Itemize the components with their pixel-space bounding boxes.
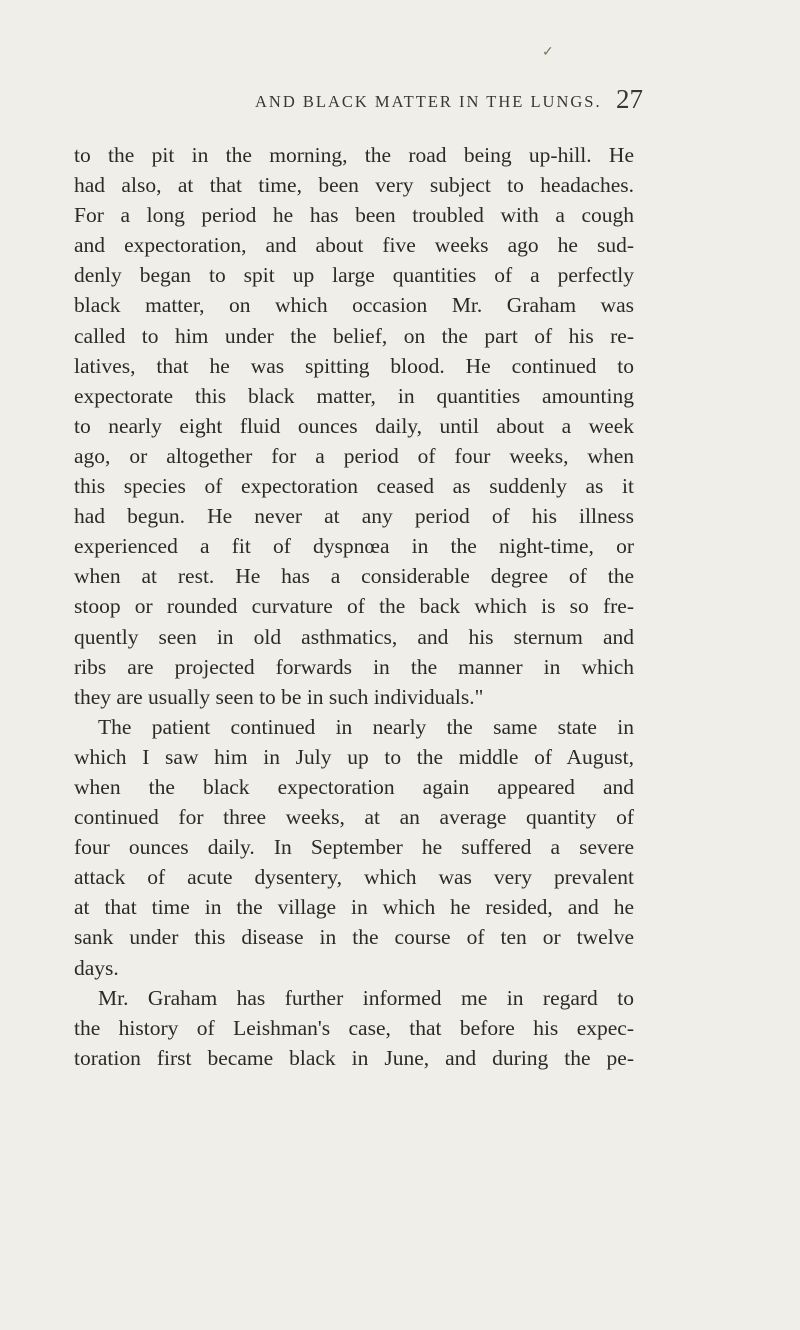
text-line: attack of acute dysentery, which was very prevalent	[74, 865, 634, 890]
text-line: black matter, on which occasion Mr. Graham was	[74, 293, 634, 318]
text-line: four ounces daily. In September he suffered a severe	[74, 835, 634, 860]
text-line: to the pit in the morning, the road being up-hill. He	[74, 143, 634, 167]
text-line: expectorate this black matter, in quantities amounting	[74, 383, 634, 408]
text-line: when at rest. He has a considerable degree of the	[74, 564, 634, 589]
page-header	[0, 84, 800, 120]
text-line: experienced a fit of dyspnœa in the night-time, or	[74, 534, 634, 559]
text-line: they are usually seen to be in such individuals."	[74, 684, 484, 709]
text-line: The patient continued in nearly the same state in	[98, 714, 634, 739]
body-text	[74, 140, 634, 1073]
text-line: had begun. He never at any period of his illness	[74, 504, 634, 529]
page-number: 27	[616, 84, 643, 114]
pencil-mark: ✓	[542, 44, 554, 60]
text-line: latives, that he was spitting blood. He continued to	[74, 353, 634, 378]
text-line: to nearly eight fluid ounces daily, until about a week	[74, 413, 634, 438]
text-line: the history of Leishman's case, that before his expec-	[74, 1015, 634, 1040]
text-line: sank under this disease in the course of ten or twelve	[74, 925, 634, 950]
text-line: continued for three weeks, at an average quantity of	[74, 805, 634, 830]
text-line: denly began to spit up large quantities of a perfectly	[74, 263, 634, 288]
text-line: toration first became black in June, and during the pe-	[74, 1045, 634, 1070]
text-line: called to him under the belief, on the part of his re-	[74, 323, 634, 348]
text-line: and expectoration, and about five weeks ago he sud-	[74, 233, 634, 258]
text-line: which I saw him in July up to the middle of August,	[74, 744, 634, 769]
text-line: quently seen in old asthmatics, and his sternum and	[74, 624, 634, 649]
text-line: ago, or altogether for a period of four weeks, when	[74, 443, 634, 468]
text-line: ribs are projected forwards in the manner in which	[74, 654, 634, 679]
text-line: when the black expectoration again appeared and	[74, 774, 634, 799]
text-line: Mr. Graham has further informed me in regard to	[98, 985, 634, 1010]
text-line: For a long period he has been troubled with a cough	[74, 203, 634, 228]
running-head: AND BLACK MATTER IN THE LUNGS.	[255, 92, 602, 111]
text-line: stoop or rounded curvature of the back which is so fre-	[74, 594, 634, 619]
text-line: this species of expectoration ceased as suddenly as it	[74, 474, 634, 499]
text-line: at that time in the village in which he resided, and he	[74, 895, 634, 920]
text-line: days.	[74, 955, 119, 980]
text-line: had also, at that time, been very subject to headaches.	[74, 173, 634, 198]
